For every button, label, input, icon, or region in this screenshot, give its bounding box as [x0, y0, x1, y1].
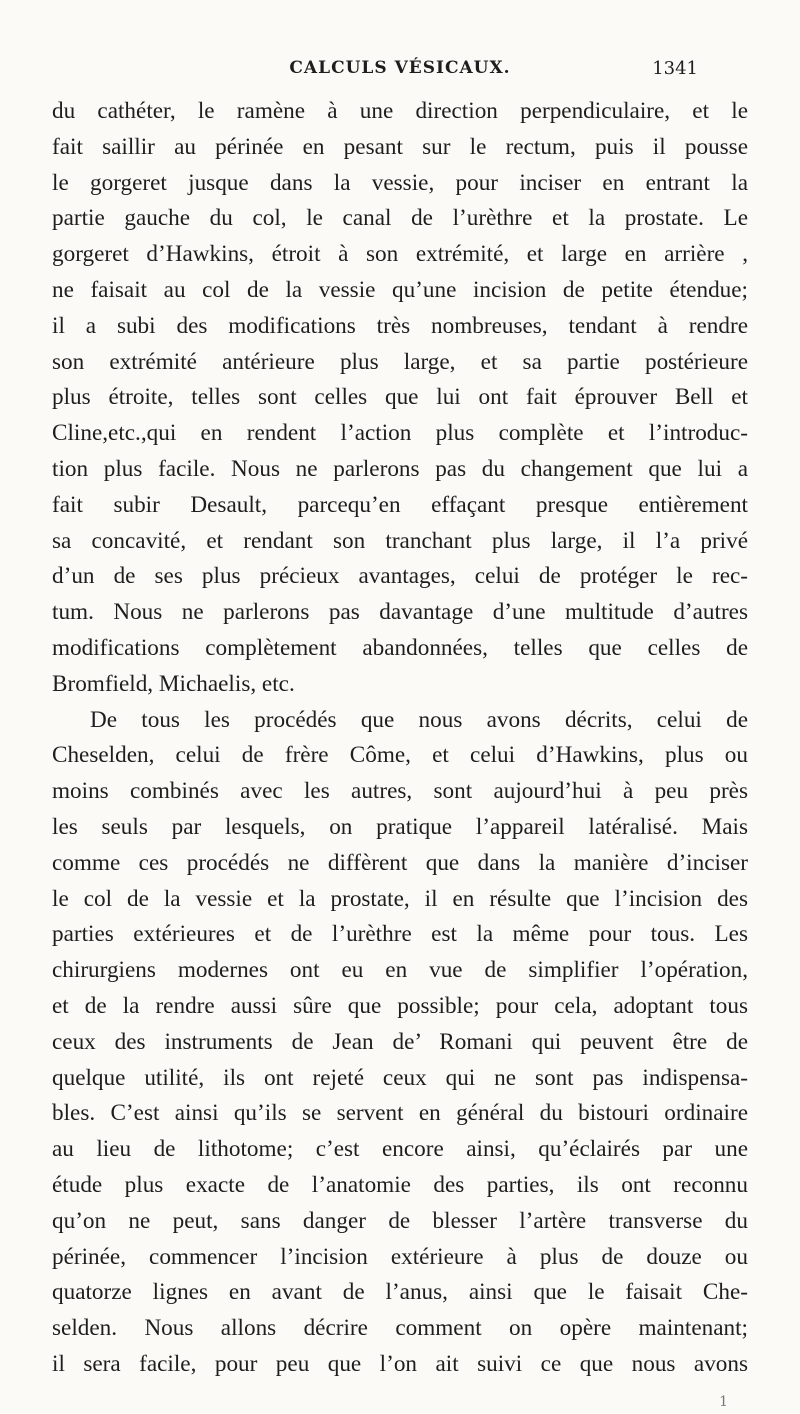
text-line: gorgeret d’Hawkins, étroit à son extrémité, et large en arrière , [52, 241, 748, 268]
text-line: qu’on ne peut, sans danger de blesser l’artère transverse du [52, 1207, 748, 1234]
text-line: selden. Nous allons décrire comment on opère maintenant; [52, 1315, 748, 1342]
text-line: périnée, commencer l’incision extérieure à plus de douze ou [52, 1243, 748, 1270]
text-line: du cathéter, le ramène à une direction perpendiculaire, et le [52, 98, 748, 124]
text-line: les seuls par lesquels, on pratique l’appareil latéralisé. Mais [52, 813, 748, 840]
text-line: étude plus exacte de l’anatomie des parties, ils ont reconnu [52, 1171, 748, 1198]
text-line: il a subi des modifications très nombreuses, tendant à rendre [52, 312, 748, 339]
running-head [52, 58, 748, 88]
text-line: partie gauche du col, le canal de l’urèthre et la prostate. Le [52, 205, 748, 232]
text-line: le gorgeret jusque dans la vessie, pour inciser en entrant la [52, 169, 748, 196]
paragraph-end-line: Bromfield, Michaelis, etc. [52, 670, 295, 697]
text-line: chirurgiens modernes ont eu en vue de simplifier l’opération, [52, 957, 748, 984]
text-line: parties extérieures et de l’urèthre est la même pour tous. Les [52, 921, 748, 948]
text-line: il sera facile, pour peu que l’on ait suivi ce que nous avons [52, 1350, 748, 1377]
text-line: ceux des instruments de Jean de’ Romani qui peuvent être de [52, 1028, 748, 1055]
text-line: quatorze lignes en avant de l’anus, ainsi que le faisait Che- [52, 1279, 748, 1306]
paragraph-start-line: De tous les procédés que nous avons décrits, celui de [90, 706, 748, 733]
text-line: et de la rendre aussi sûre que possible; pour cela, adoptant tous [52, 992, 748, 1019]
text-line: son extrémité antérieure plus large, et sa partie postérieure [52, 348, 748, 375]
text-line: tion plus facile. Nous ne parlerons pas du changement que lui a [52, 455, 748, 482]
text-line: sa concavité, et rendant son tranchant plus large, il l’a privé [52, 527, 748, 554]
body-text [52, 94, 748, 1383]
text-line: Cheselden, celui de frère Côme, et celui d’Hawkins, plus ou [52, 742, 748, 769]
running-title: CALCULS VÉSICAUX. [289, 58, 511, 78]
page-number: 1341 [652, 58, 698, 79]
text-line: au lieu de lithotome; c’est encore ainsi, qu’éclairés par une [52, 1136, 748, 1163]
footer-mark: 1 [719, 1394, 728, 1410]
text-line: tum. Nous ne parlerons pas davantage d’une multitude d’autres [52, 599, 748, 626]
text-line: ne faisait au col de la vessie qu’une incision de petite étendue; [52, 276, 748, 303]
text-line: fait saillir au périnée en pesant sur le rectum, puis il pousse [52, 133, 748, 160]
text-line: Cline,etc.,qui en rendent l’action plus complète et l’introduc- [52, 420, 748, 447]
text-line: le col de la vessie et la prostate, il en résulte que l’incision des [52, 885, 748, 912]
text-line: quelque utilité, ils ont rejeté ceux qui ne sont pas indispensa- [52, 1064, 748, 1091]
text-line: modifications complètement abandonnées, telles que celles de [52, 634, 748, 661]
text-line: fait subir Desault, parcequ’en effaçant presque entièrement [52, 491, 748, 518]
text-line: moins combinés avec les autres, sont aujourd’hui à peu près [52, 778, 748, 805]
text-line: comme ces procédés ne diffèrent que dans la manière d’inciser [52, 849, 748, 876]
text-line: bles. C’est ainsi qu’ils se servent en général du bistouri ordinaire [52, 1100, 748, 1127]
text-line: plus étroite, telles sont celles que lui ont fait éprouver Bell et [52, 384, 748, 411]
text-line: d’un de ses plus précieux avantages, celui de protéger le rec- [52, 563, 748, 590]
